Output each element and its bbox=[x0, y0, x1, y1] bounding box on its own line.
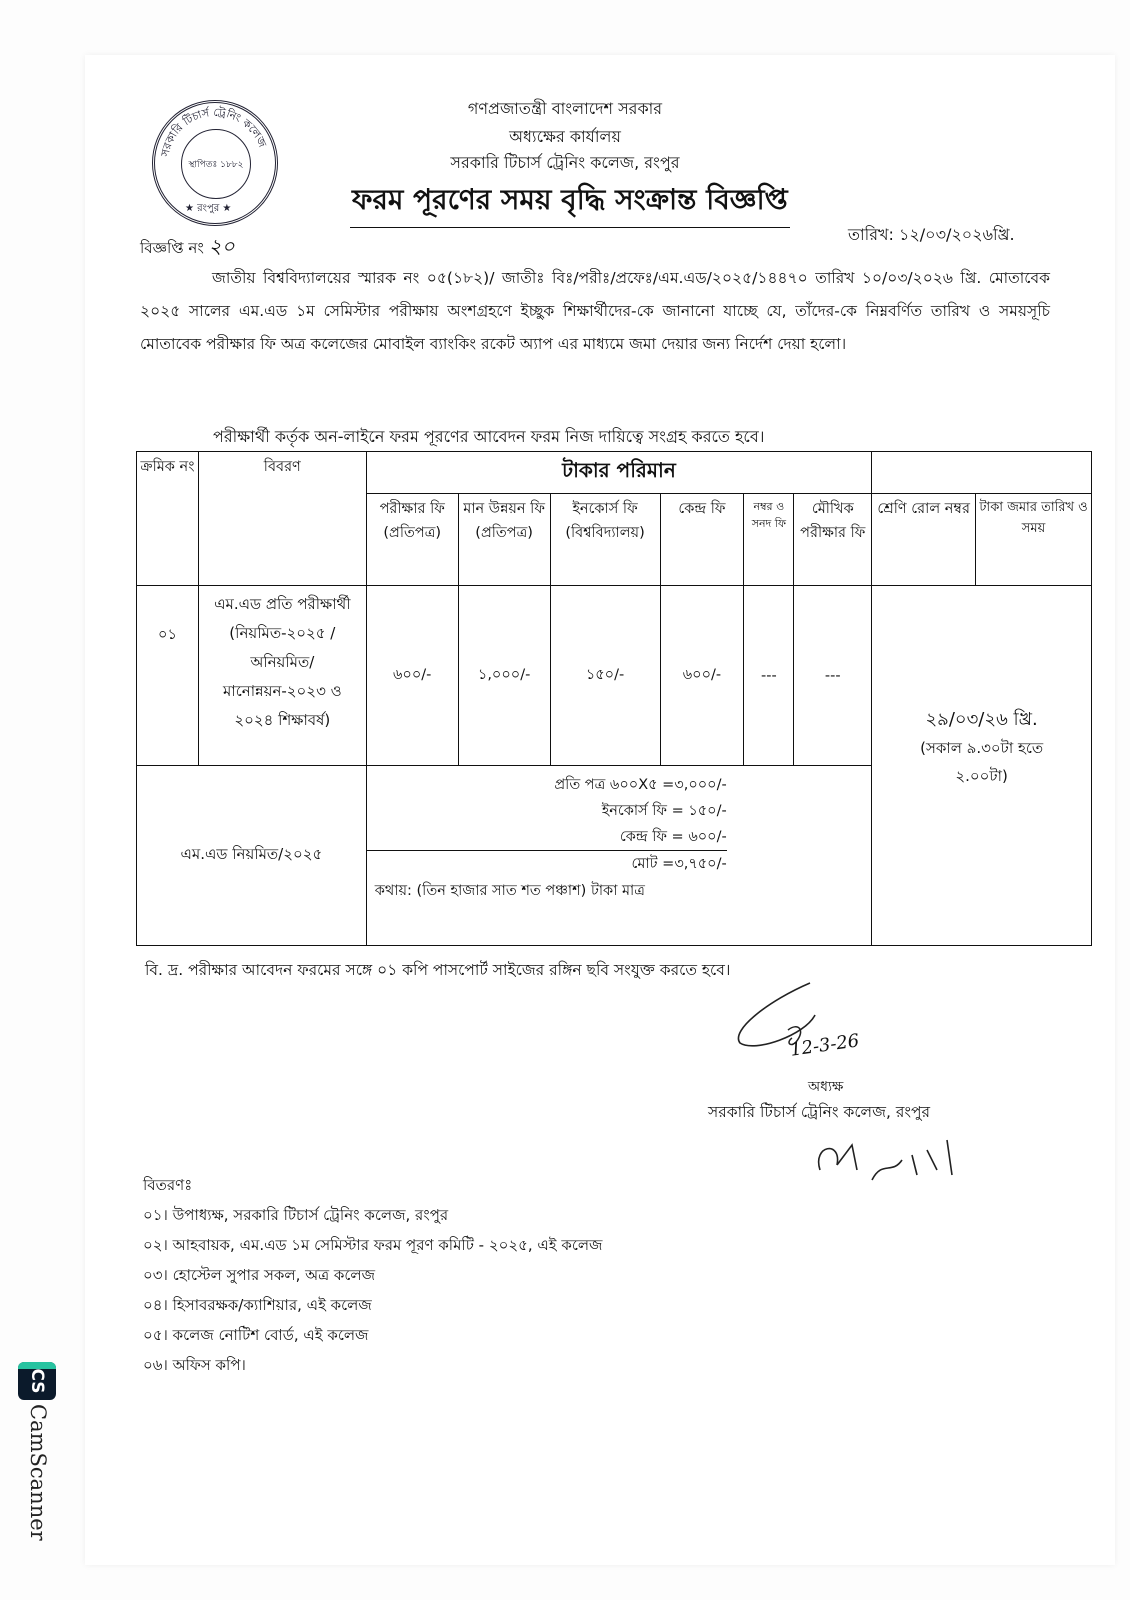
calc-in-words: কথায়: (তিন হাজার সাত শত পঞ্চাশ) টাকা মাত্র bbox=[374, 883, 645, 899]
list-item: ০৫। কলেজ নোটিশ বোর্ড, এই কলেজ bbox=[143, 1326, 369, 1344]
notice-number-value: ২০ bbox=[208, 234, 235, 258]
office-header: অধ্যক্ষের কার্যালয় bbox=[509, 127, 621, 146]
seal-bottom-text: ★ রংপুর ★ bbox=[185, 203, 232, 214]
header-viva-fee: মৌখিক পরীক্ষার ফি bbox=[794, 494, 872, 586]
svg-text:সরকারি টিচার্স ট্রেনিং কলেজ: সরকারি টিচার্স ট্রেনিং কলেজ bbox=[158, 105, 269, 158]
college-header: সরকারি টিচার্স ট্রেনিং কলেজ, রংপুর bbox=[450, 153, 680, 172]
list-item: ০১। উপাধ্যক্ষ, সরকারি টিচার্স ট্রেনিং কলেজ, রংপুর bbox=[143, 1206, 449, 1224]
list-item: ০৬। অফিস কপি। bbox=[143, 1356, 246, 1374]
camscanner-logo-icon: CS bbox=[18, 1362, 56, 1400]
signature-date: 12-3-26 bbox=[788, 1030, 861, 1061]
header-exam-fee: পরীক্ষার ফি (প্রতিপত্র) bbox=[366, 494, 458, 586]
note-text: বি. দ্র. পরীক্ষার আবেদন ফরমের সঙ্গে ০১ কপি পাসপোর্ট সাইজের রঙ্গিন ছবি সংযুক্ত করতে হবে। bbox=[145, 961, 731, 979]
row1-viva-fee: --- bbox=[794, 586, 872, 766]
deposit-time: (সকাল ৯.৩০টা হতে ২.০০টা) bbox=[920, 739, 1044, 785]
govt-header: গণপ্রজাতন্ত্রী বাংলাদেশ সরকার bbox=[467, 99, 663, 118]
list-item: ০৪। হিসাবরক্ষক/ক্যাশিয়ার, এই কলেজ bbox=[143, 1296, 372, 1314]
fee-calculation bbox=[366, 766, 872, 946]
calc-line-2: ইনকোর্স ফি = ১৫০/- bbox=[601, 803, 727, 819]
row1-exam-fee: ৬০০/- bbox=[366, 586, 458, 766]
header-description: বিবরণ bbox=[198, 452, 366, 586]
table-row bbox=[137, 586, 1092, 766]
camscanner-watermark bbox=[18, 1362, 58, 1587]
header-center-fee: কেন্দ্র ফি bbox=[660, 494, 744, 586]
notice-title: ফরম পূরণের সময় বৃদ্ধি সংক্রান্ত বিজ্ঞপ্তি bbox=[350, 178, 790, 228]
signatory-designation: অধ্যক্ষ bbox=[808, 1079, 844, 1095]
list-item: ০৩। হোস্টেল সুপার সকল, অত্র কলেজ bbox=[143, 1266, 376, 1284]
deposit-cell bbox=[872, 586, 1092, 946]
header-amount-group: টাকার পরিমান bbox=[366, 452, 872, 494]
row1-incourse-fee: ১৫০/- bbox=[550, 586, 660, 766]
header-serial: ক্রমিক নং bbox=[137, 452, 199, 586]
row1-description: এম.এড প্রতি পরীক্ষার্থী (নিয়মিত-২০২৫ /অনিয়মিত/ মানোন্নয়ন-২০২৩ ও ২০২৪ শিক্ষাবর্ষ) bbox=[198, 586, 366, 766]
list-item: ০২। আহবায়ক, এম.এড ১ম সেমিস্টার ফরম পূরণ কমিটি - ২০২৫, এই কলেজ bbox=[143, 1236, 603, 1254]
distribution-title: বিতরণঃ bbox=[143, 1176, 193, 1194]
row1-marks-certificate-fee: --- bbox=[744, 586, 794, 766]
fee-table bbox=[136, 451, 1092, 946]
body-paragraph: জাতীয় বিশ্ববিদ্যালয়ের স্মারক নং ০৫(১৮২)/ জাতীঃ বিঃ/পরীঃ/প্রফেঃ/এম.এড/২০২৫/১৪৪৭০ তারিখ ১০/০৩/২০২৬ খ্রি. মোতাবেক ২০২৫ সালের এম.এড ১ম সেমিস্টার পরীক্ষায় অংশগ্রহণে ইচ্ছুক শিক্ষার্থীদের-কে জানানো যাচ্ছে যে, তাঁদের-কে নিম্নবর্ণিত তারিখ ও সময়সূচি মোতাবেক পরীক্ষার ফি অত্র কলেজের মোবাইল ব্যাংকিং রকেট অ্যাপ এর মাধ্যমে জমা দেয়ার জন্য নির্দেশ দেয়া হলো। bbox=[140, 269, 1050, 353]
header-empty bbox=[872, 452, 1092, 494]
header-roll: শ্রেণি রোল নম্বর bbox=[872, 494, 976, 586]
row1-serial: ০১ bbox=[137, 586, 199, 766]
header-deposit-datetime: টাকা জমার তারিখ ও সময় bbox=[976, 494, 1092, 586]
row1-improvement-fee: ১,০০০/- bbox=[458, 586, 550, 766]
notice-number bbox=[140, 232, 235, 265]
signatory-institution: সরকারি টিচার্স ট্রেনিং কলেজ, রংপুর bbox=[708, 1103, 931, 1121]
calc-line-3: কেন্দ্র ফি = ৬০০/- bbox=[367, 824, 727, 851]
calc-line-1: প্রতি পত্র ৬০০X৫ =৩,০০০/- bbox=[554, 777, 727, 793]
header-marks-certificate-fee: নম্বর ও সনদ ফি bbox=[744, 494, 794, 586]
calc-total: মোট =৩,৭৫০/- bbox=[631, 856, 727, 872]
deposit-date: ২৯/০৩/২৬ খ্রি. bbox=[925, 709, 1038, 730]
header-incourse-fee: ইনকোর্স ফি (বিশ্ববিদ্যালয়) bbox=[550, 494, 660, 586]
seal-center: স্থাপিতঃ ১৮৮২ bbox=[181, 129, 251, 199]
distribution-list bbox=[143, 1170, 602, 1380]
notice-number-label: বিজ্ঞপ্তি নং bbox=[140, 239, 204, 257]
header-improvement-fee: মান উন্নয়ন ফি (প্রতিপত্র) bbox=[458, 494, 550, 586]
initials-scribble bbox=[812, 1130, 962, 1190]
row1-center-fee: ৬০০/- bbox=[660, 586, 744, 766]
notice-date: তারিখ: ১২/০৩/২০২৬খ্রি. bbox=[848, 225, 1015, 244]
camscanner-brand: CamScanner bbox=[26, 1404, 50, 1541]
instruction-text: পরীক্ষার্থী কর্তৃক অন-লাইনে ফরম পূরণের আবেদন ফরম নিজ দায়িত্বে সংগ্রহ করতে হবে। bbox=[213, 427, 765, 446]
row2-description: এম.এড নিয়মিত/২০২৫ bbox=[137, 766, 367, 946]
principal-signature bbox=[730, 975, 930, 1070]
